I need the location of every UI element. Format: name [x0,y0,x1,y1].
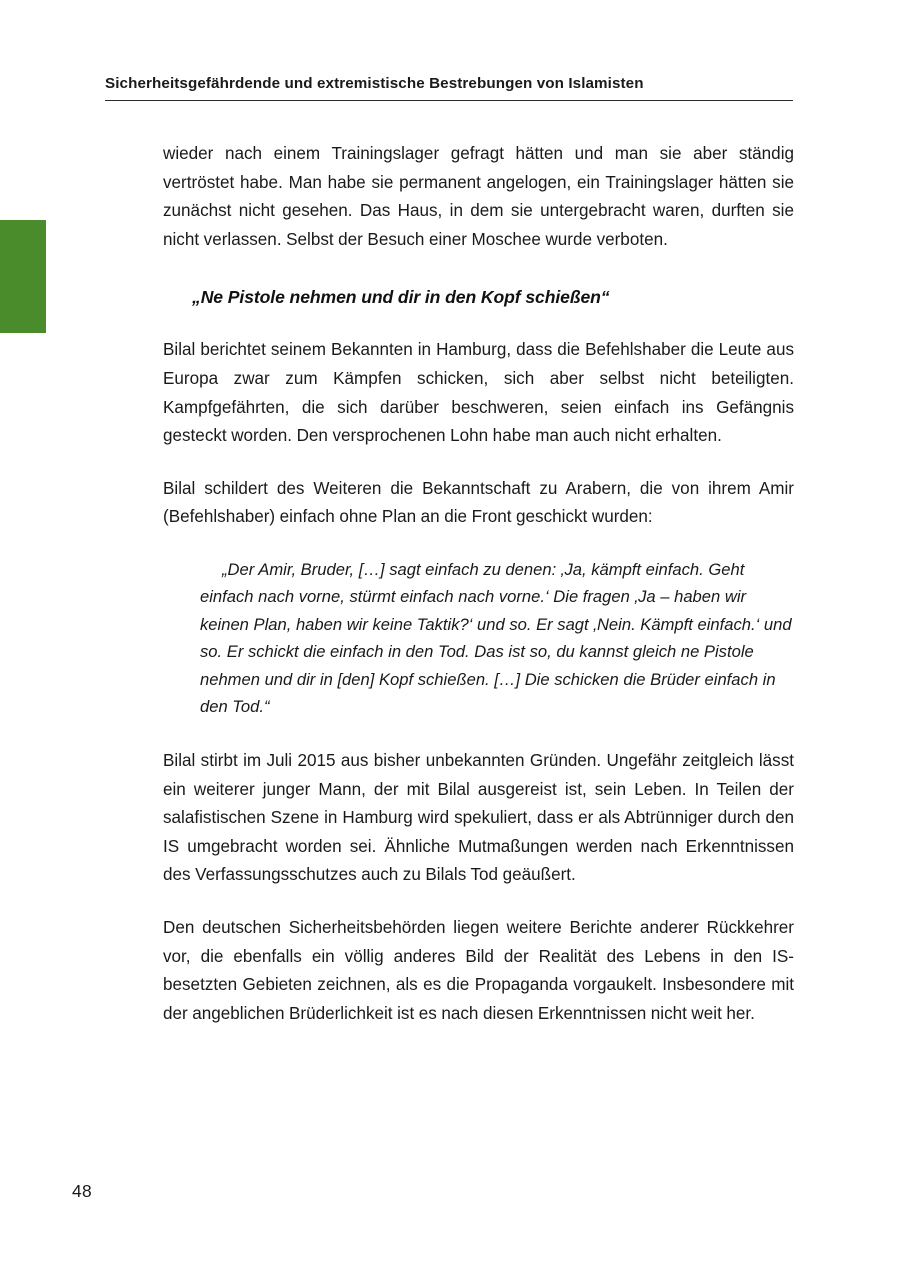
paragraph-bilal-report: Bilal berichtet seinem Bekannten in Hamburg, dass die Befehlshaber die Leute aus Europa zwar zum Kämpfen schicken, sich aber selbst nicht beteiligten. Kampfgefährten, die sich darüber beschweren, seien einfach ins Gefängnis gesteckt worden. Den versprochenen Lohn habe man auch nicht erhalten. [163,340,794,446]
chapter-color-tab [0,220,46,333]
block-quote-text: „Der Amir, Bruder, […] sagt einfach zu denen: ‚Ja, kämpft einfach. Geht einfach nach vorne, stürmt einfach nach vorne.‘ Die fragen ‚Ja – haben wir keinen Plan, haben wir keine Taktik?‘ und so. Er sagt ‚Nein. Kämpft einfach.‘ und so. Er schickt die einfach in den Tod. Das ist so, du kannst gleich ne Pistole nehmen und dir in [den] Kopf schießen. […] Die schicken die Brüder einfach in den Tod.“ [200,559,792,717]
section-heading: „Ne Pistole nehmen und dir in den Kopf schießen“ [192,287,610,308]
paragraph-returnee-reports: Den deutschen Sicherheitsbehörden liegen weitere Berichte anderer Rückkehrer vor, die ebenfalls ein völlig anderes Bild der Realität des Lebens in den IS-besetzten Gebieten zeichnen, als es die Propaganda vorgaukelt. Insbesondere mit der angeblichen Brüderlichkeit ist es nach diesen Erkenntnissen nicht weit her. [163,917,794,1023]
page-number: 48 [72,1181,92,1201]
running-header [105,74,793,101]
header-divider-rule [105,100,793,101]
paragraph-quote-intro: Bilal schildert des Weiteren die Bekanntschaft zu Arabern, die von ihrem Amir (Befehlshaber) einfach ohne Plan an die Front geschickt wurden: [163,478,794,527]
paragraph-bilal-death: Bilal stirbt im Juli 2015 aus bisher unbekannten Gründen. Ungefähr zeitgleich lässt ein weiterer junger Mann, der mit Bilal ausgereist ist, sein Leben. In Teilen der salafistischen Szene in Hamburg wird spekuliert, dass er als Abtrünniger durch den IS umgebracht worden sei. Ähnliche Mutmaßungen werden nach Erkenntnissen des Verfassungsschutzes auch zu Bilals Tod geäußert. [163,750,794,885]
body-text-column [163,140,794,1028]
running-header-title: Sicherheitsgefährdende und extremistische Bestrebungen von Islamisten [105,75,644,92]
paragraph-continuation: wieder nach einem Trainingslager gefragt hätten und man sie aber ständig vertröstet habe. Man habe sie permanent angelogen, ein Trainingslager hätten sie zunächst nicht gesehen. Das Haus, in dem sie untergebracht waren, durften sie nicht verlassen. Selbst der Besuch einer Moschee wurde verboten. [163,144,794,249]
block-quote [163,556,794,721]
